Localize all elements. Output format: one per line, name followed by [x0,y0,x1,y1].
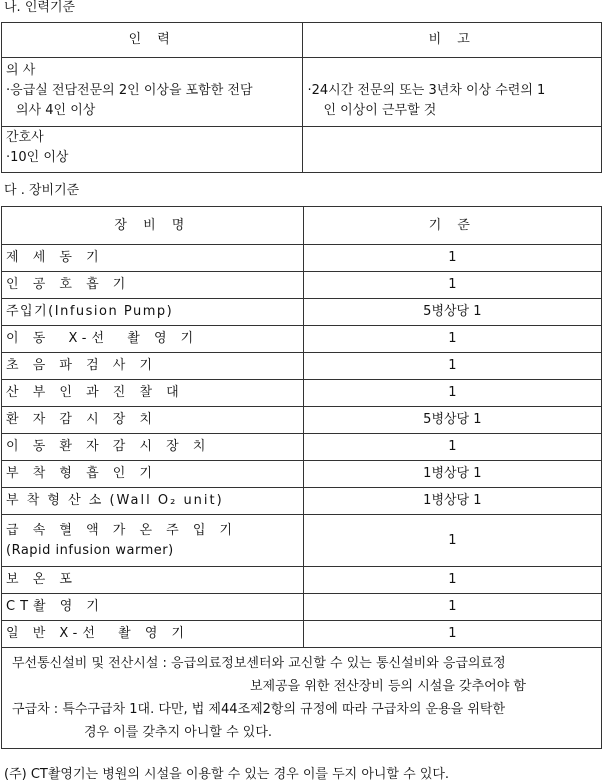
equipment-standard: 1 [303,380,601,407]
equipment-name-cell [2,515,304,567]
equipment-name: 일 반 X-선 촬 영 기 [2,621,304,648]
equipment-table [1,206,602,749]
note-amb-line1: 구급차 : 특수구급차 1대. 다만, 법 제44조제2항의 규정에 따라 구급차의 운용을 위탁한 [12,702,506,717]
equipment-heading: 다 . 장비기준 [4,183,80,198]
doctor-note2: 인 이상이 근무할 것 [323,103,437,118]
equipment-standard: 1 [303,434,601,461]
equipment-standard: 1 [303,326,601,353]
doctor-cell [2,58,303,127]
equipment-name: CT촬 영 기 [2,594,304,621]
equipment-standard: 1 [303,353,601,380]
equipment-name: 이 동 환 자 감 시 장 치 [2,434,304,461]
equipment-name: 부 착 형 흡 인 기 [2,461,304,488]
note-comm-line1: 무선통신설비 및 전산시설 : 응급의료정보센터와 교신할 수 있는 통신설비와 응급의료정 [12,656,506,671]
doctor-label: 의 사 [6,63,36,78]
equipment-standard: 1 [303,594,601,621]
doctor-line1: ·응급실 전담전문의 2인 이상을 포함한 전담 [6,83,253,98]
equipment-name: 주입기(Infusion Pump) [2,299,304,326]
equipment-col-name: 장 비 명 [2,207,304,245]
doctor-note1: ·24시간 전문의 또는 3년차 이상 수련의 1 [307,83,546,98]
staffing-col-note: 비 고 [303,23,602,58]
equipment-standard: 1 [303,621,601,648]
equipment-name: 제 세 동 기 [2,245,304,272]
equipment-name: 인 공 호 흡 기 [2,272,304,299]
staffing-col-input: 인 력 [2,23,303,58]
equipment-standard: 5병상당 1 [303,407,601,434]
nurse-value: ·10인 이상 [6,150,69,165]
doctor-note-cell [303,58,602,127]
equipment-notes [2,648,602,749]
equipment-name: 환 자 감 시 장 치 [2,407,304,434]
equipment-standard: 5병상당 1 [303,299,601,326]
equipment-name: 이 동 X-선 촬 영 기 [2,326,304,353]
equipment-standard: 1 [303,272,601,299]
staffing-heading: 나. 인력기준 [4,0,76,15]
equipment-standard: 1 [303,515,601,567]
staffing-table [1,22,602,173]
equipment-standard: 1 [303,245,601,272]
equipment-name-en: (Rapid infusion warmer) [6,542,174,558]
note-amb-line2: 경우 이를 갖추지 아니할 수 있다. [84,725,273,740]
equipment-name: 보 온 포 [2,567,304,594]
equipment-standard: 1병상당 1 [303,488,601,515]
equipment-name: 급 속 혈 액 가 온 주 입 기 [6,522,238,538]
footnote: (주) CT촬영기는 병원의 시설을 이용할 수 있는 경우 이를 두지 아니할 수 있다. [4,767,450,782]
nurse-cell [2,127,303,173]
equipment-name: 부 착 형 산 소 (Wall O₂ unit) [2,488,304,515]
equipment-standard: 1 [303,567,601,594]
doctor-line2: 의사 4인 이상 [16,103,96,118]
equipment-name: 산 부 인 과 진 찰 대 [2,380,304,407]
nurse-label: 간호사 [6,130,44,145]
nurse-note-cell [303,127,602,173]
equipment-name: 초 음 파 검 사 기 [2,353,304,380]
note-comm-line2: 보제공을 위한 전산장비 등의 시설을 갖추어야 함 [250,679,526,694]
equipment-col-standard: 기 준 [303,207,601,245]
equipment-standard: 1병상당 1 [303,461,601,488]
